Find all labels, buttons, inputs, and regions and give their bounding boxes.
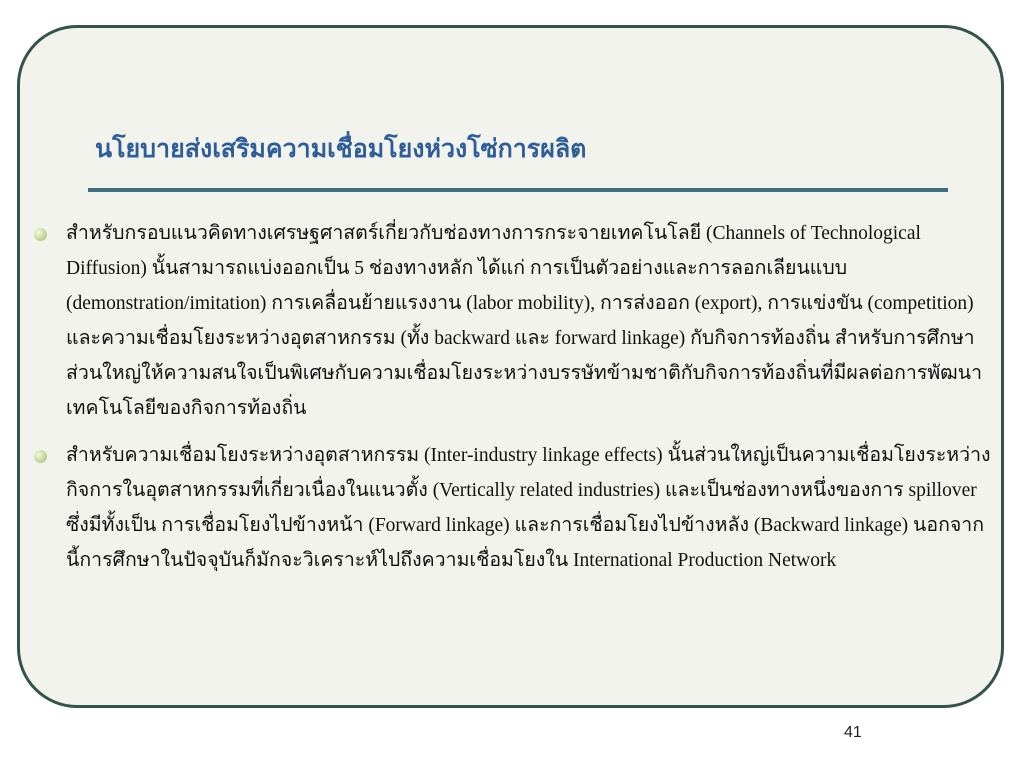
bullet-item — [30, 438, 992, 578]
title-underline — [88, 188, 948, 192]
slide-title: นโยบายส่งเสริมความเชื่อมโยงห่วงโซ่การผลิต — [95, 134, 587, 163]
bullet-item — [30, 216, 992, 426]
bullet-text: สำหรับความเชื่อมโยงระหว่างอุตสาหกรรม (Inter-industry linkage effects) นั้นส่วนใหญ่เป็นความเชื่อมโยงระหว่างกิจการในอุตสาหกรรมที่เกี่ยวเนื่องในแนวตั้ง (Vertically related industries) และเป็นช่องทางหนึ่งของการ spillover ซึ่งมีทั้งเป็น การเชื่อมโยงไปข้างหน้า (Forward linkage) และการเชื่อมโยงไปข้างหลัง (Backward linkage) นอกจากนี้การศึกษาในปัจจุบันก็มักจะวิเคราะห์ไปถึงความเชื่อมโยงใน International Production Network — [66, 445, 991, 571]
slide-number: 41 — [844, 724, 862, 741]
bullet-icon — [34, 450, 47, 463]
bullet-icon — [34, 228, 47, 241]
bullet-list — [30, 216, 992, 590]
bullet-text: สำหรับกรอบแนวคิดทางเศรษฐศาสตร์เกี่ยวกับช่องทางการกระจายเทคโนโลยี (Channels of Technological Diffusion) นั้นสามารถแบ่งออกเป็น 5 ช่องทางหลัก ได้แก่ การเป็นตัวอย่างและการลอกเลียนแบบ (demonstration/imitation) การเคลื่อนย้ายแรงงาน (labor mobility), การส่งออก (export), การแข่งขัน (competition) และความเชื่อมโยงระหว่างอุตสาหกรรม (ทั้ง backward และ forward linkage) กับกิจการท้องถิ่น สำหรับการศึกษาส่วนใหญ่ให้ความสนใจเป็นพิเศษกับความเชื่อมโยงระหว่างบรรษัทข้ามชาติกับกิจการท้องถิ่นที่มีผลต่อการพัฒนาเทคโนโลยีของกิจการท้องถิ่น — [66, 223, 983, 419]
